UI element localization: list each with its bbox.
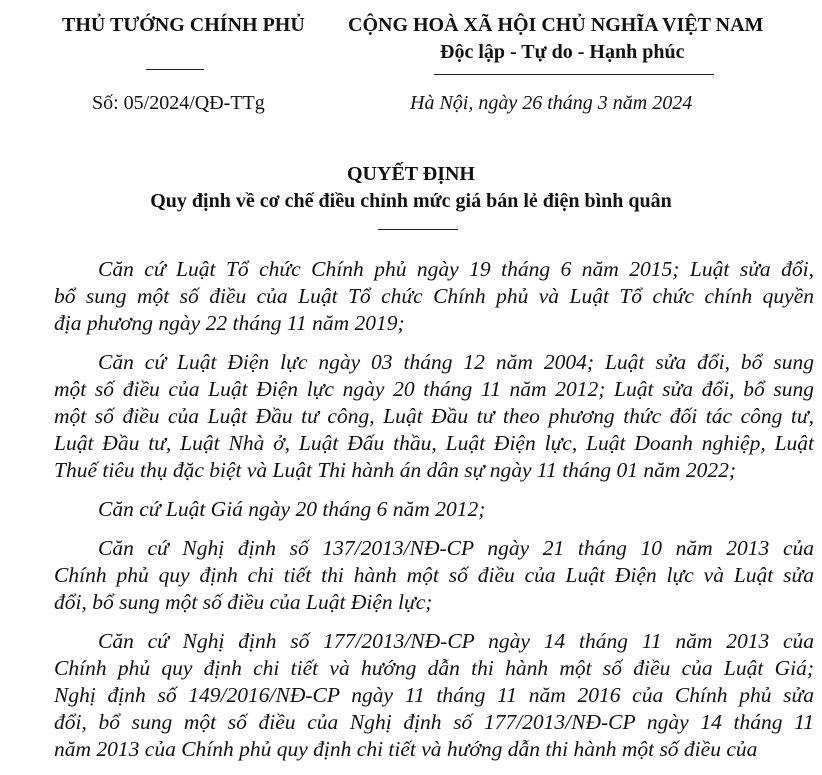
issuing-agency: THỦ TƯỚNG CHÍNH PHỦ [62, 14, 305, 36]
title-underline [378, 229, 458, 230]
paragraph-line: địa phương ngày 22 tháng 11 năm 2019; [54, 311, 405, 335]
paragraph-line: Chính phủ quy định chi tiết thi hành một số điều của Luật Điện lực và Luật sửa [54, 563, 814, 587]
preamble [54, 256, 814, 775]
paragraph-line: Căn cứ Nghị định số 137/2013/NĐ-CP ngày 21 tháng 10 năm 2013 của [98, 536, 814, 560]
place-and-date: Hà Nội, ngày 26 tháng 3 năm 2024 [410, 92, 693, 114]
preamble-paragraph [54, 628, 814, 763]
paragraph-line: đổi, bổ sung một số điều của Luật Điện lực; [54, 590, 433, 614]
paragraph-line: một số điều của Luật Đầu tư công, Luật Đầu tư theo phương thức đối tác công tư, [54, 404, 814, 428]
national-title: CỘNG HOÀ XÃ HỘI CHỦ NGHĨA VIỆT NAM [348, 14, 764, 36]
preamble-paragraph [54, 496, 814, 523]
paragraph-line: Căn cứ Luật Giá ngày 20 tháng 6 năm 2012; [98, 497, 486, 521]
motto-underline [434, 74, 714, 75]
paragraph-line: đổi, bổ sung một số điều của Nghị định số 177/2013/NĐ-CP ngày 14 tháng 11 [54, 710, 814, 734]
preamble-paragraph [54, 535, 814, 616]
agency-underline [146, 69, 204, 70]
preamble-paragraph [54, 349, 814, 484]
paragraph-line: Luật Đầu tư, Luật Nhà ở, Luật Đấu thầu, Luật Điện lực, Luật Doanh nghiệp, Luật [54, 431, 814, 455]
paragraph-line: bổ sung một số điều của Luật Tổ chức Chính phủ và Luật Tổ chức chính quyền [54, 284, 814, 308]
paragraph-line: Nghị định số 149/2016/NĐ-CP ngày 11 tháng 11 năm 2016 của Chính phủ sửa [54, 683, 814, 707]
paragraph-line: Chính phủ quy định chi tiết và hướng dẫn thi hành một số điều của Luật Giá; [54, 656, 814, 680]
paragraph-line: Thuế tiêu thụ đặc biệt và Luật Thi hành án dân sự ngày 11 tháng 01 năm 2022; [54, 458, 736, 482]
document-subtitle: Quy định về cơ chế điều chỉnh mức giá bán lẻ điện bình quân [150, 190, 672, 212]
document-title: QUYẾT ĐỊNH [347, 163, 475, 185]
document-number: Số: 05/2024/QĐ-TTg [92, 92, 265, 114]
paragraph-line: Căn cứ Luật Tổ chức Chính phủ ngày 19 tháng 6 năm 2015; Luật sửa đổi, [98, 257, 814, 281]
paragraph-line: Căn cứ Nghị định số 177/2013/NĐ-CP ngày 14 tháng 11 năm 2013 của [98, 629, 814, 653]
paragraph-line: năm 2013 của Chính phủ quy định chi tiết và hướng dẫn thi hành một số điều của [54, 737, 758, 761]
paragraph-line: Căn cứ Luật Điện lực ngày 03 tháng 12 năm 2004; Luật sửa đổi, bổ sung [98, 350, 814, 374]
paragraph-line: một số điều của Luật Điện lực ngày 20 tháng 11 năm 2012; Luật sửa đổi, bổ sung [54, 377, 814, 401]
national-motto: Độc lập - Tự do - Hạnh phúc [440, 41, 685, 63]
preamble-paragraph [54, 256, 814, 337]
